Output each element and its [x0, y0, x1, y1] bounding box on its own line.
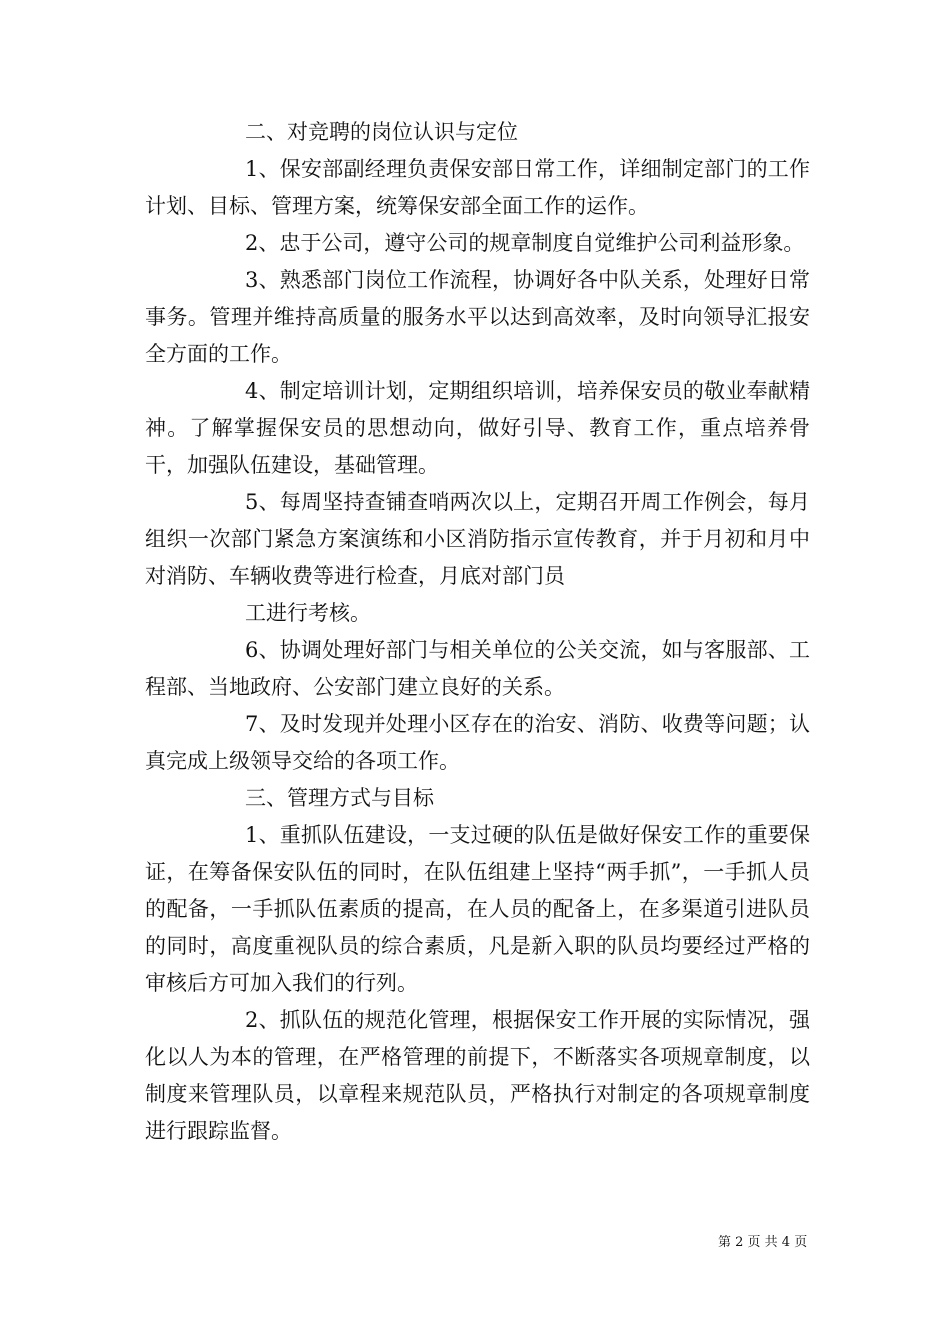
paragraph-continuation: 工进行考核。	[245, 601, 371, 625]
paragraph: 4、制定培训计划，定期组织培训，培养保安员的敬业奉献精神。了解掌握保安员的思想动向，做好引导、教育工作，重点培养骨干，加强队伍建设，基础管理。	[145, 379, 810, 477]
section-heading: 二、对竞聘的岗位认识与定位	[245, 120, 518, 144]
paragraph: 6、协调处理好部门与相关单位的公关交流，如与客服部、工程部、当地政府、公安部门建立良好的关系。	[145, 638, 810, 699]
document-body	[145, 114, 810, 1150]
paragraph: 2、忠于公司，遵守公司的规章制度自觉维护公司利益形象。	[245, 231, 805, 255]
paragraph: 3、熟悉部门岗位工作流程，协调好各中队关系，处理好日常事务。管理并维持高质量的服务水平以达到高效率，及时向领导汇报安全方面的工作。	[145, 268, 810, 366]
paragraph: 5、每周坚持查铺查哨两次以上，定期召开周工作例会，每月组织一次部门紧急方案演练和小区消防指示宣传教育，并于月初和月中对消防、车辆收费等进行检查，月底对部门员	[145, 490, 810, 588]
paragraph: 1、重抓队伍建设，一支过硬的队伍是做好保安工作的重要保证，在筹备保安队伍的同时，在队伍组建上坚持“两手抓”，一手抓人员的配备，一手抓队伍素质的提高，在人员的配备上，在多渠道引进队员的同时，高度重视队员的综合素质，凡是新入职的队员均要经过严格的审核后方可加入我们的行列。	[145, 823, 810, 995]
page-number: 第 2 页 共 4 页	[718, 1235, 808, 1250]
paragraph: 1、保安部副经理负责保安部日常工作，详细制定部门的工作计划、目标、管理方案，统筹保安部全面工作的运作。	[145, 157, 810, 218]
paragraph: 7、及时发现并处理小区存在的治安、消防、收费等问题；认真完成上级领导交给的各项工作。	[145, 712, 810, 773]
section-heading: 三、管理方式与目标	[245, 786, 434, 810]
paragraph: 2、抓队伍的规范化管理，根据保安工作开展的实际情况，强化以人为本的管理，在严格管理的前提下，不断落实各项规章制度，以制度来管理队员，以章程来规范队员，严格执行对制定的各项规章制度进行跟踪监督。	[145, 1008, 810, 1143]
